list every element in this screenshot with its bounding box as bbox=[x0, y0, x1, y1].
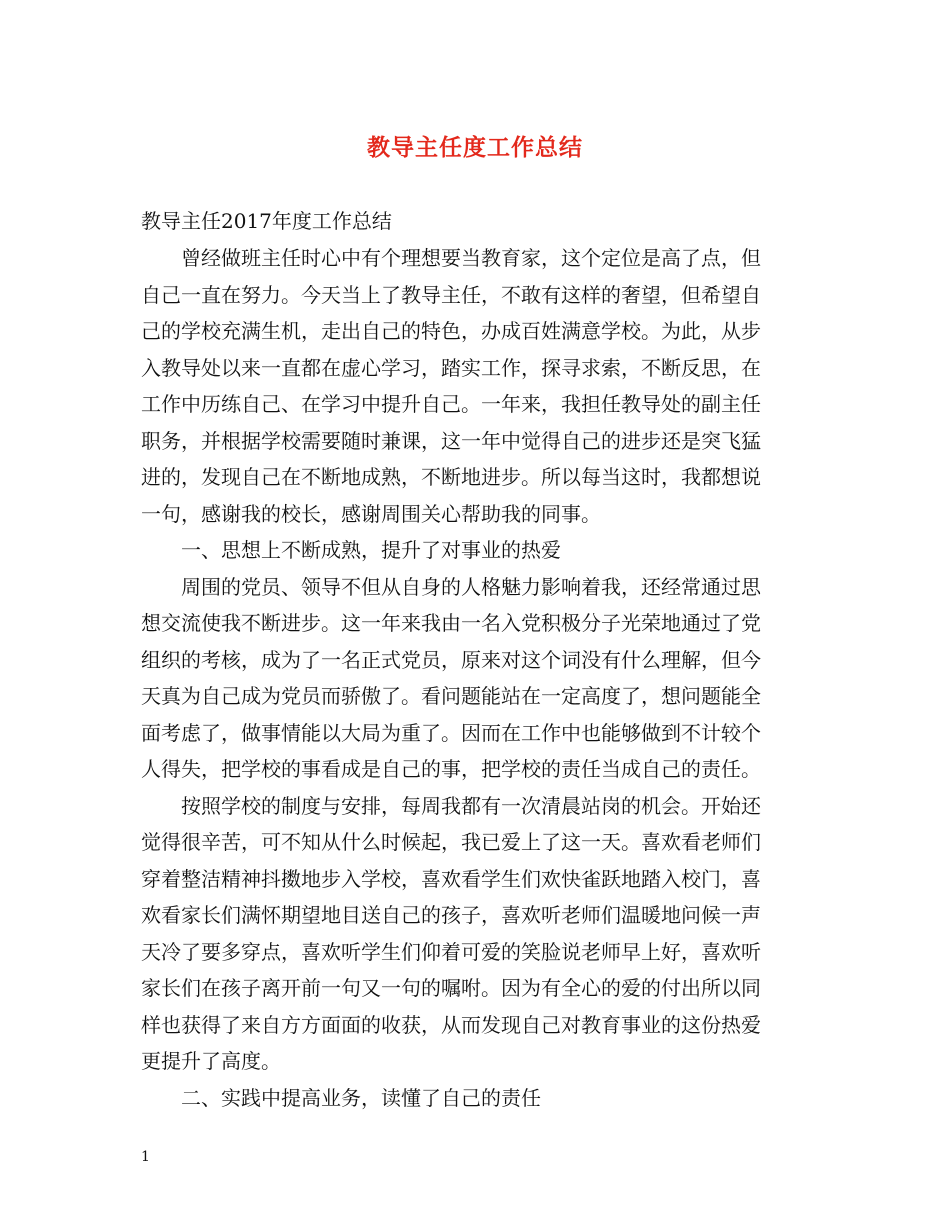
body-line: 一句，感谢我的校长，感谢周围关心帮助我的同事。 bbox=[141, 501, 601, 526]
document-subtitle: 教导主任2017年度工作总结 bbox=[141, 209, 392, 233]
section-heading: 二、实践中提高业务，读懂了自己的责任 bbox=[141, 1085, 541, 1110]
body-line: 天冷了要多穿点，喜欢听学生们仰着可爱的笑脸说老师早上好，喜欢听 bbox=[141, 939, 761, 964]
section-heading: 一、思想上不断成熟，提升了对事业的热爱 bbox=[141, 538, 561, 562]
body-line: 工作中历练自己、在学习中提升自己。一年来，我担任教导处的副主任 bbox=[141, 392, 761, 416]
document-body bbox=[141, 240, 813, 1116]
body-line: 想交流使我不断进步。这一年来我由一名入党积极分子光荣地通过了党 bbox=[141, 611, 761, 635]
page-number: 1 bbox=[141, 1149, 150, 1165]
body-line: 周围的党员、领导不但从自身的人格魅力影响着我，还经常通过思 bbox=[141, 574, 761, 599]
body-line: 觉得很辛苦，可不知从什么时候起，我已爱上了这一天。喜欢看老师们 bbox=[141, 830, 761, 854]
body-line: 自己一直在努力。今天当上了教导主任，不敢有这样的奢望，但希望自 bbox=[141, 282, 761, 307]
body-line: 进的，发现自己在不断地成熟，不断地进步。所以每当这时，我都想说 bbox=[141, 465, 761, 489]
body-line: 己的学校充满生机，走出自己的特色，办成百姓满意学校。为此，从步 bbox=[141, 319, 761, 343]
body-line: 职务，并根据学校需要随时兼课，这一年中觉得自己的进步还是突飞猛 bbox=[141, 428, 761, 453]
body-line: 天真为自己成为党员而骄傲了。看问题能站在一定高度了，想问题能全 bbox=[141, 684, 761, 708]
body-line: 欢看家长们满怀期望地目送自己的孩子，喜欢听老师们温暖地问候一声 bbox=[141, 903, 761, 927]
body-line: 按照学校的制度与安排，每周我都有一次清晨站岗的机会。开始还 bbox=[141, 793, 761, 818]
body-line: 入教导处以来一直都在虚心学习，踏实工作，探寻求索，不断反思，在 bbox=[141, 355, 761, 380]
body-line: 曾经做班主任时心中有个理想要当教育家，这个定位是高了点，但 bbox=[141, 246, 761, 270]
body-line: 穿着整洁精神抖擞地步入学校，喜欢看学生们欢快雀跃地踏入校门，喜 bbox=[141, 866, 761, 891]
body-line: 家长们在孩子离开前一句又一句的嘱咐。因为有全心的爱的付出所以同 bbox=[141, 976, 761, 1000]
body-line: 样也获得了来自方方面面的收获，从而发现自己对教育事业的这份热爱 bbox=[141, 1012, 761, 1037]
body-line: 面考虑了，做事情能以大局为重了。因而在工作中也能够做到不计较个 bbox=[141, 720, 761, 745]
body-line: 人得失，把学校的事看成是自己的事，把学校的责任当成自己的责任。 bbox=[141, 757, 761, 781]
body-line: 更提升了高度。 bbox=[141, 1049, 281, 1073]
body-line: 组织的考核，成为了一名正式党员，原来对这个词没有什么理解，但今 bbox=[141, 647, 761, 672]
document-title: 教导主任度工作总结 bbox=[367, 134, 583, 161]
